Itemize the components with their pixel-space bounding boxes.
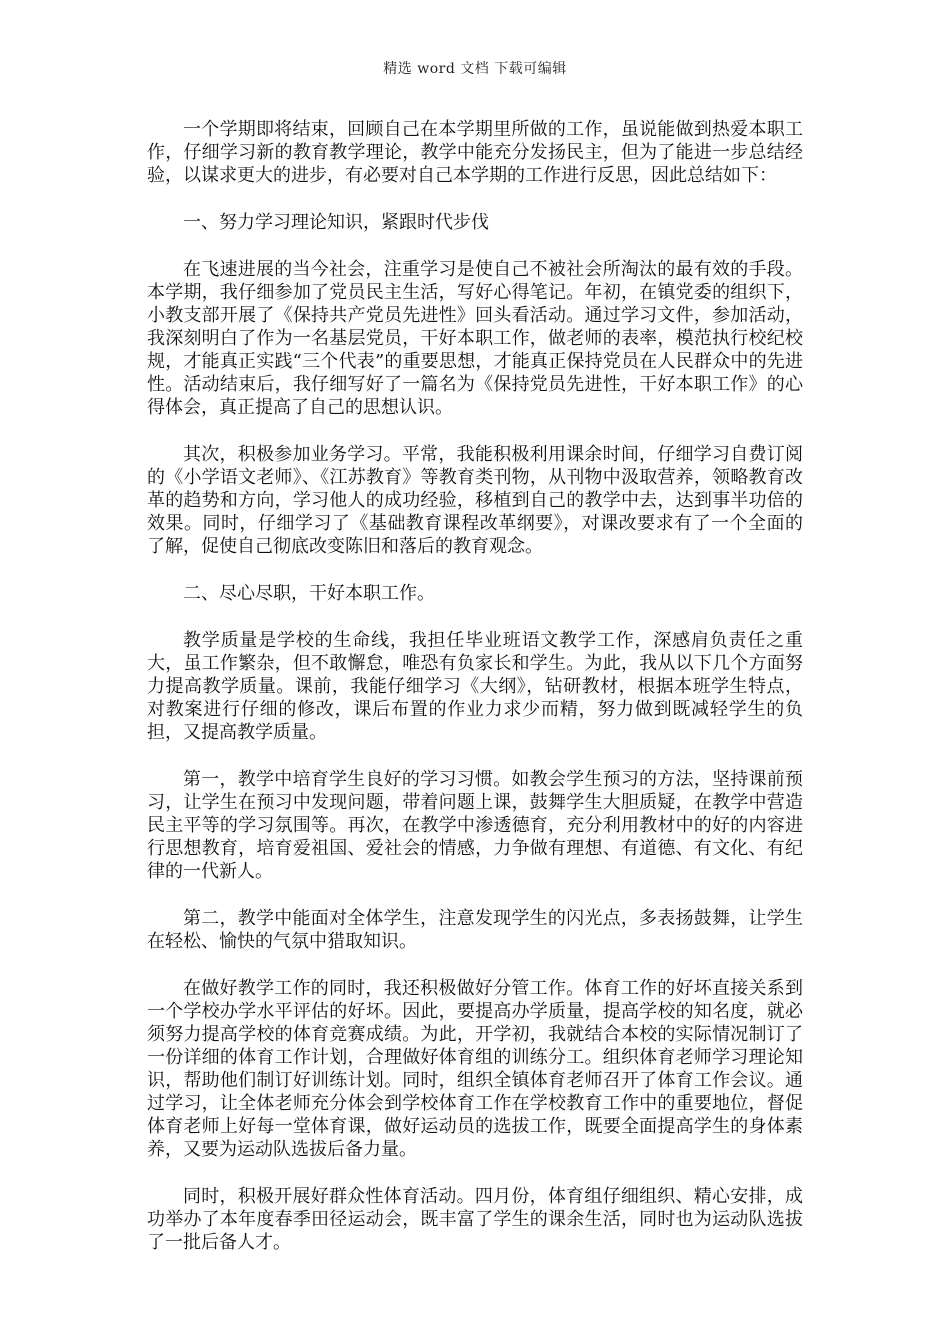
page-header: 精选 word 文档 下载可编辑: [383, 61, 567, 77]
section-heading-2: 二、尽心尽职，干好本职工作。: [183, 583, 435, 604]
document-body: [147, 118, 803, 1278]
body-paragraph: 在做好教学工作的同时，我还积极做好分管工作。体育工作的好坏直接关系到一个学校办学水平评估的好坏。因此，要提高办学质量，提高学校的知名度，就必须努力提高学校的体育竞赛成绩。为此，开学初，我就结合本校的实际情况制订了一份详细的体育工作计划，合理做好体育组的训练分工。组织体育老师学习理论知识，帮助他们制订好训练计划。同时，组织全镇体育老师召开了体育工作会议。通过学习，让全体老师充分体会到学校体育工作在学校教育工作中的重要地位，督促体育老师上好每一堂体育课，做好运动员的选拔工作，既要全面提高学生的身体素养，又要为运动队选拔后备力量。: [147, 978, 803, 1160]
section-heading-1: 一、努力学习理论知识，紧跟时代步伐: [183, 212, 489, 233]
body-paragraph: 第一，教学中培育学生良好的学习习惯。如教会学生预习的方法，坚持课前预习，让学生在预习中发现问题，带着问题上课，鼓舞学生大胆质疑，在教学中营造民主平等的学习氛围等。再次，在教学中渗透德育，充分利用教材中的好的内容进行思想教育，培育爱祖国、爱社会的情感，力争做有理想、有道德、有文化、有纪律的一代新人。: [147, 769, 803, 882]
intro-paragraph: 一个学期即将结束，回顾自己在本学期里所做的工作，虽说能做到热爱本职工作，仔细学习新的教育教学理论，教学中能充分发扬民主，但为了能进一步总结经验，以谋求更大的进步，有必要对自己本学期的工作进行反思，因此总结如下：: [147, 119, 803, 186]
body-paragraph: 在飞速进展的当今社会，注重学习是使自己不被社会所淘汰的最有效的手段。本学期，我仔细参加了党员民主生活，写好心得笔记。年初，在镇党委的组织下，小教支部开展了《保持共产党员先进性》回头看活动。通过学习文件，参加活动，我深刻明白了作为一名基层党员，干好本职工作，做老师的表率，模范执行校纪校规，才能真正实践“三个代表”的重要思想，才能真正保持党员在人民群众中的先进性。活动结束后，我仔细写好了一篇名为《保持党员先进性，干好本职工作》的心得体会，真正提高了自己的思想认识。: [147, 259, 803, 418]
body-paragraph: 其次，积极参加业务学习。平常，我能积极利用课余时间，仔细学习自费订阅的《小学语文老师》、《江苏教育》等教育类刊物，从刊物中汲取营养，领略教育改革的趋势和方向，学习他人的成功经验，移植到自己的教学中去，达到事半功倍的效果。同时，仔细学习了《基础教育课程改革纲要》，对课改要求有了一个全面的了解，促使自己彻底改变陈旧和落后的教育观念。: [147, 444, 803, 557]
body-paragraph: 教学质量是学校的生命线，我担任毕业班语文教学工作，深感肩负责任之重大，虽工作繁杂，但不敢懈怠，唯恐有负家长和学生。为此，我从以下几个方面努力提高教学质量。课前，我能仔细学习《大纲》，钻研教材，根据本班学生特点，对教案进行仔细的修改，课后布置的作业力求少而精，努力做到既减轻学生的负担，又提高教学质量。: [147, 630, 803, 743]
body-paragraph: 第二，教学中能面对全体学生，注意发现学生的闪光点，多表扬鼓舞，让学生在轻松、愉快的气氛中猎取知识。: [147, 908, 803, 952]
body-paragraph: 同时，积极开展好群众性体育活动。四月份，体育组仔细组织、精心安排，成功举办了本年度春季田径运动会，既丰富了学生的课余生活，同时也为运动队选拔了一批后备人才。: [147, 1186, 803, 1253]
